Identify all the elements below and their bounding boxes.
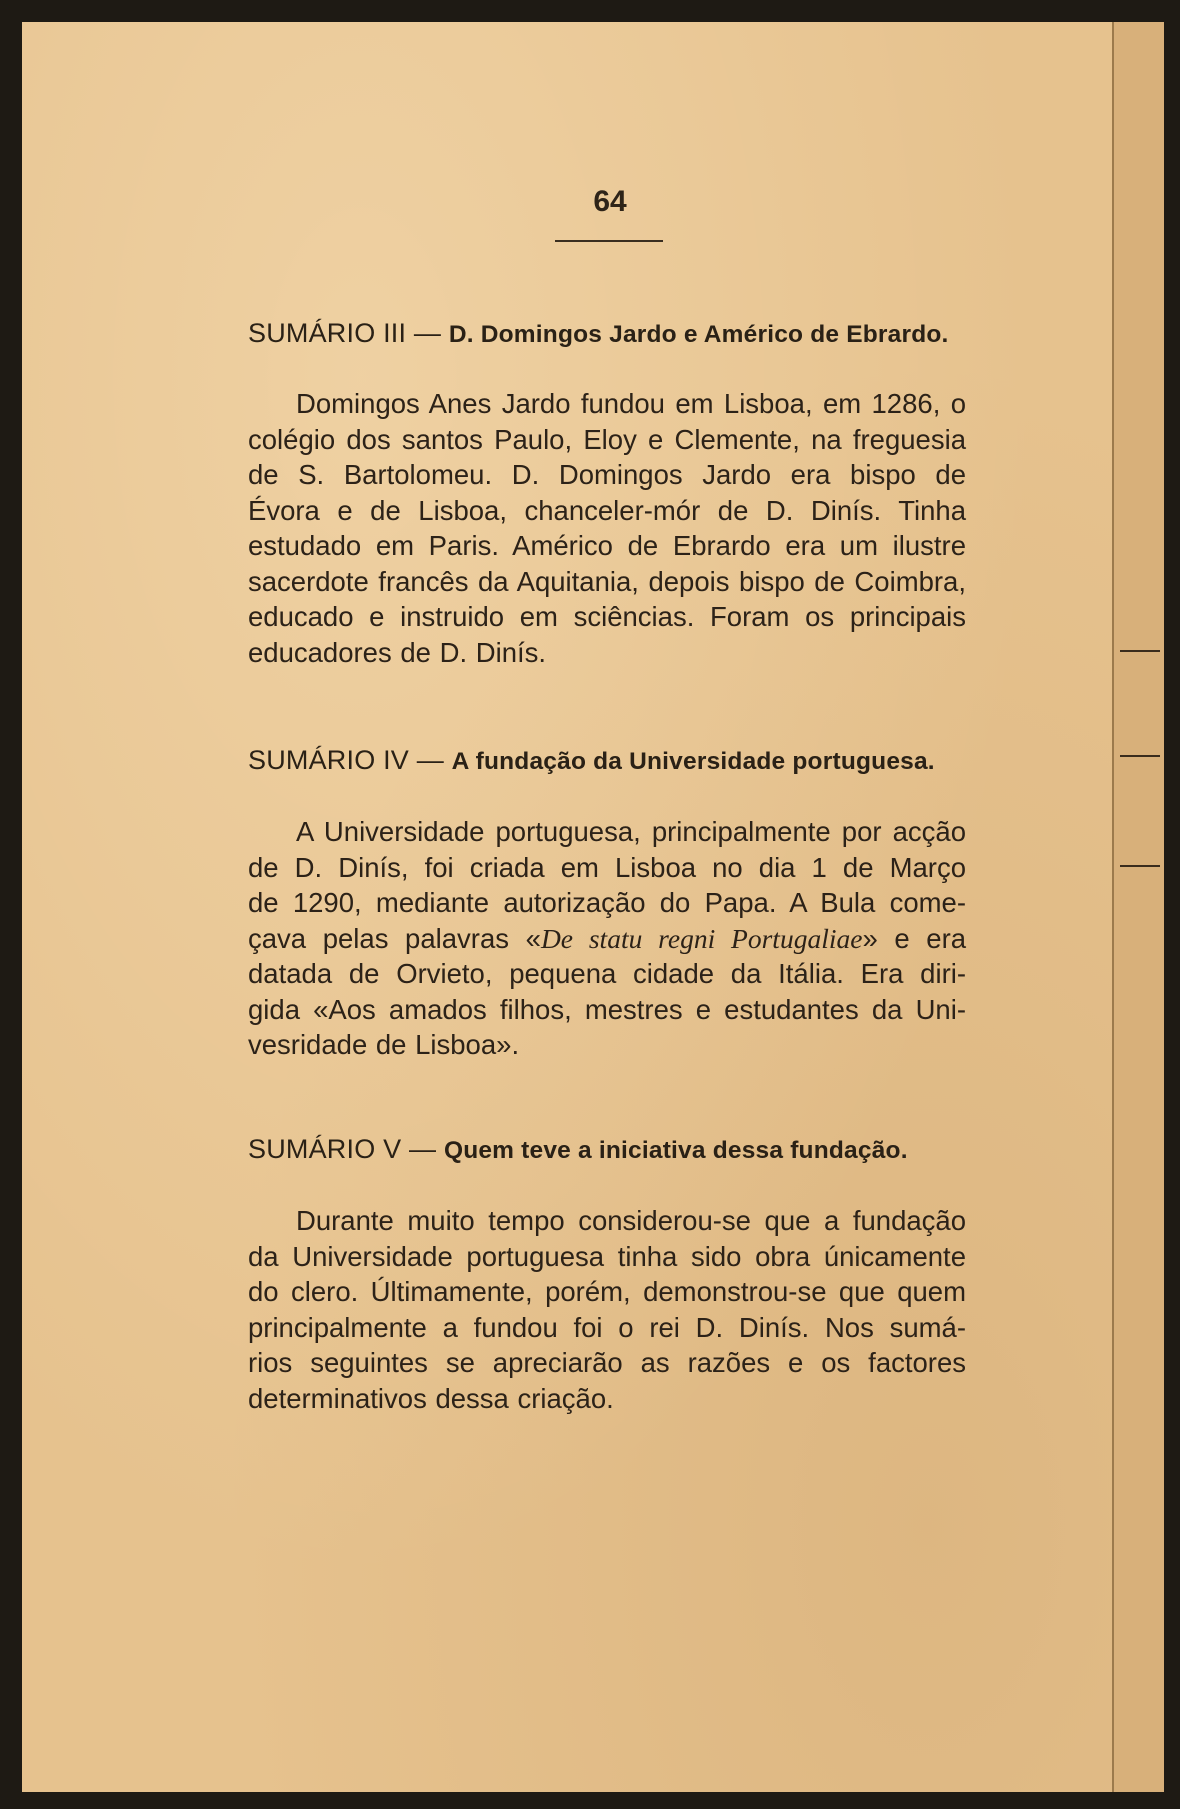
text-line: do clero. Últimamente, porém, demonstrou-se que quem: [248, 1276, 966, 1307]
section-heading-iii: [248, 318, 1008, 349]
text-line: Durante muito tempo considerou-se que a fundação: [296, 1205, 966, 1236]
page-fold-edge: [1112, 22, 1164, 1792]
text-line: de D. Dinís, foi criada em Lisboa no dia 1 de Março: [248, 851, 966, 883]
text-line: A Universidade portuguesa, principalmente por acção: [296, 816, 966, 847]
text-line: Évora e de Lisboa, chanceler-mór de D. Dinís. Tinha: [248, 494, 966, 526]
section-label: SUMÁRIO IV —: [248, 745, 452, 775]
text-line: datada de Orvieto, pequena cidade da Itália. Era diri-: [248, 958, 966, 989]
text-fragment: e era: [894, 922, 967, 954]
text-line: educadores de D. Dinís.: [248, 636, 547, 668]
section-heading-iv: [248, 745, 1008, 776]
page-number-rule: [555, 240, 663, 242]
bula-title: De statu regni Portugaliae: [540, 922, 863, 954]
section-label: SUMÁRIO III —: [248, 318, 449, 348]
section-heading-v: [248, 1134, 1008, 1165]
text-line: determinativos dessa criação.: [248, 1382, 614, 1414]
text-line: rios seguintes se apreciarão as razões e os factores: [248, 1347, 966, 1378]
text-line: de 1290, mediante autorização do Papa. A Bula come-: [248, 887, 966, 918]
quote-close: »: [862, 922, 878, 954]
quote-open: «: [525, 922, 541, 954]
fold-mark: [1120, 755, 1160, 757]
section-subject: D. Domingos Jardo e Américo de Ebrardo.: [448, 321, 949, 348]
section-paragraph-iii: [248, 386, 966, 670]
text-line: educado e instruido em sciências. Foram os principais: [248, 601, 966, 632]
section-subject: A fundação da Universidade portuguesa.: [451, 748, 935, 775]
text-line: gida «Aos amados filhos, mestres e estudantes da Uni-: [248, 993, 966, 1025]
text-fragment: çava pelas palavras: [248, 922, 510, 954]
text-line: principalmente a fundou foi o rei D. Dinís. Nos sumá-: [248, 1311, 966, 1343]
text-line: colégio dos santos Paulo, Eloy e Clemente, na freguesia: [248, 423, 966, 455]
text-line: da Universidade portuguesa tinha sido obra únicamente: [248, 1240, 966, 1272]
text-line: Domingos Anes Jardo fundou em Lisboa, em 1286, o: [296, 388, 966, 419]
text-line: estudado em Paris. Américo de Ebrardo era um ilustre: [248, 530, 966, 561]
section-label: SUMÁRIO V —: [248, 1134, 444, 1164]
text-line: vesridade de Lisboa».: [248, 1029, 520, 1060]
text-line-with-quote: [248, 921, 966, 957]
section-paragraph-v: [248, 1203, 966, 1416]
fold-mark: [1120, 650, 1160, 652]
fold-mark: [1120, 865, 1160, 867]
text-line: de S. Bartolomeu. D. Domingos Jardo era bispo de: [248, 459, 966, 490]
page-number: 64: [593, 185, 627, 218]
section-subject: Quem teve a iniciativa dessa fundação.: [443, 1137, 908, 1164]
text-line: sacerdote francês da Aquitania, depois bispo de Coimbra,: [248, 565, 966, 597]
section-paragraph-iv: [248, 814, 966, 1063]
